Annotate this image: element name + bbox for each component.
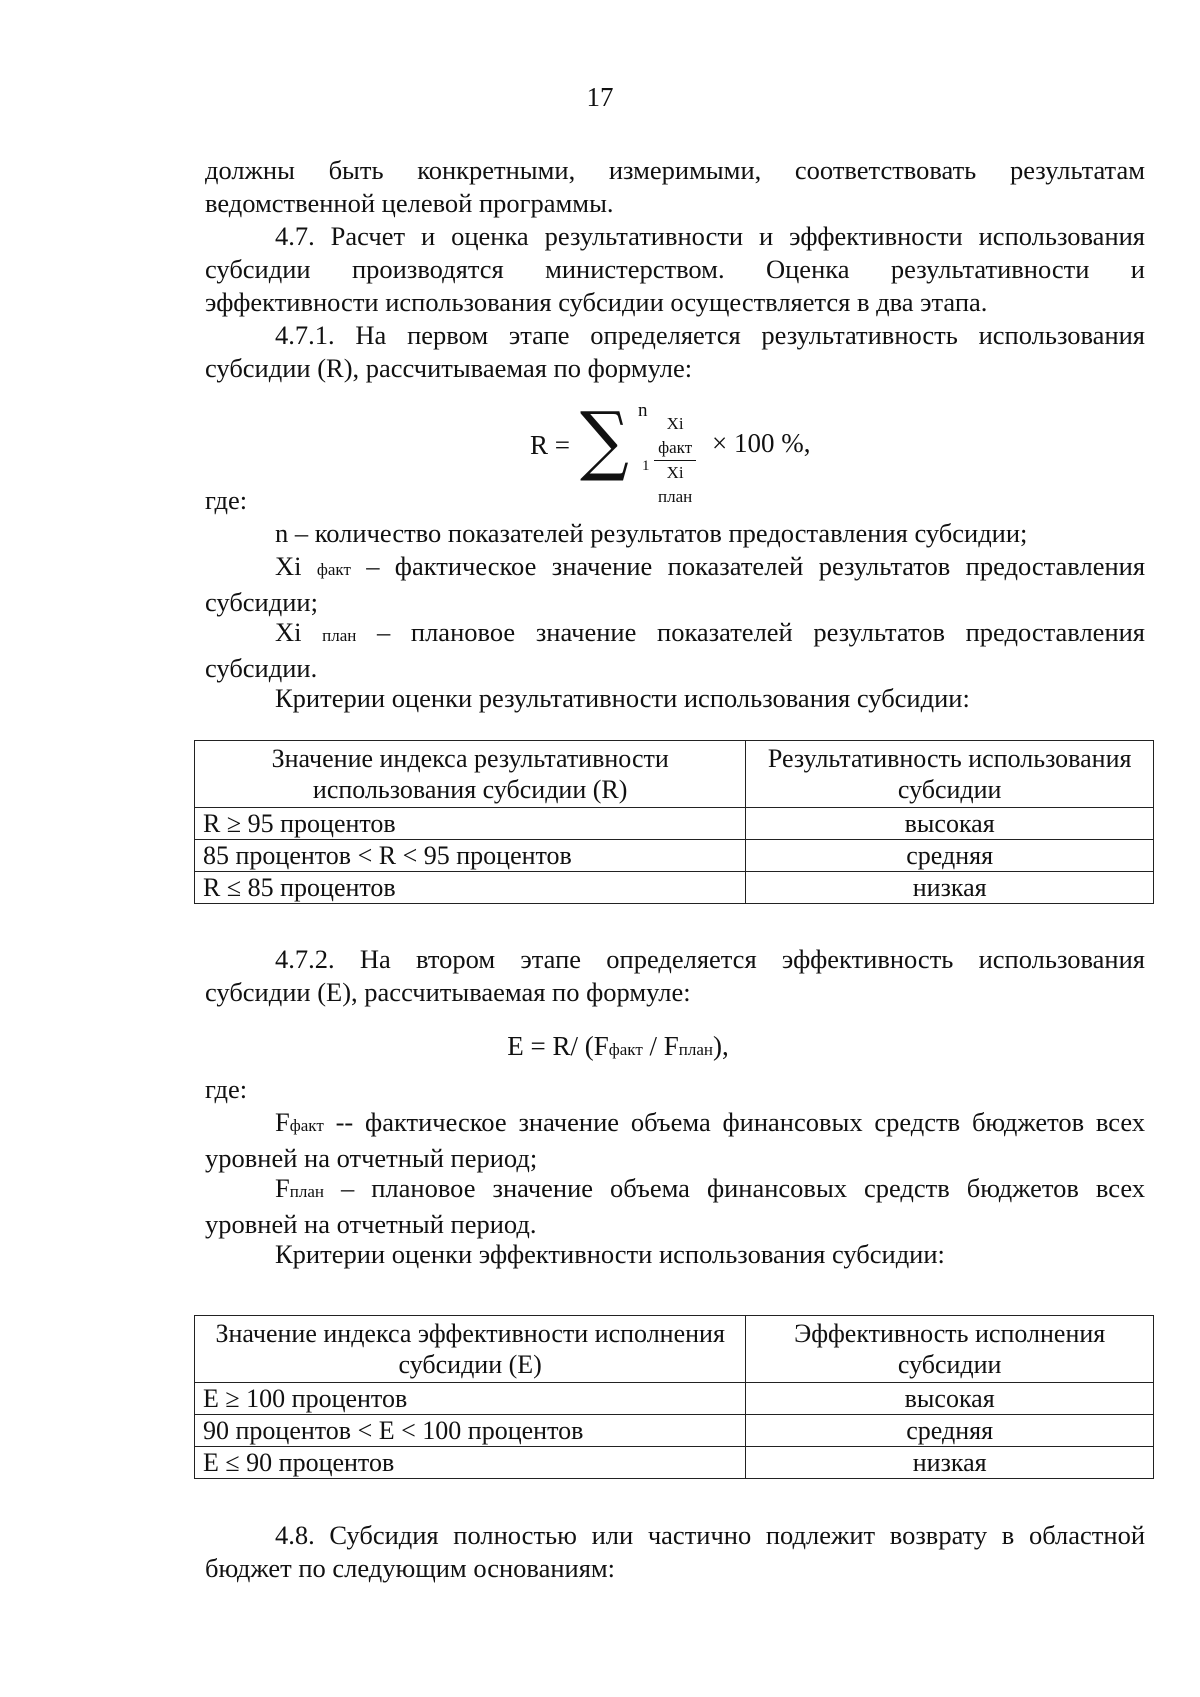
table-cell: низкая <box>746 1447 1154 1479</box>
table-cell: средняя <box>746 1415 1154 1447</box>
definition-xi-plan <box>205 616 1145 685</box>
formula-e-part: E = R/ (F <box>507 1031 609 1061</box>
page-number: 17 <box>586 82 614 112</box>
definition-n: n – количество показателей результатов предоставления субсидии; <box>275 518 1028 548</box>
paragraph-intro: должны быть конкретными, измеримыми, соответствовать результатам ведомственной целевой программы. <box>205 155 1145 218</box>
sigma-upper-limit: n <box>638 400 648 421</box>
table-cell: средняя <box>746 840 1154 872</box>
paragraph-4-7: 4.7. Расчет и оценка результативности и эффективности использования субсидии производятся министерством. Оценка результативности и эффективности использования субсидии осуществляется в два этапа. <box>205 221 1145 317</box>
table-cell: R ≤ 85 процентов <box>195 872 746 904</box>
table-header-cell: Значение индекса эффективности исполнения субсидии (E) <box>195 1316 746 1383</box>
table-row <box>195 1415 1154 1447</box>
formula-e-subscript: план <box>678 1040 714 1059</box>
table-row <box>195 808 1154 840</box>
xi-fact-text: – фактическое значение показателей результатов предоставления субсидии; <box>205 551 1146 617</box>
f-fact-symbol: F <box>275 1107 290 1137</box>
paragraph-4-7-1: 4.7.1. На первом этапе определяется результативность использования субсидии (R), рассчитываемая по формуле: <box>205 320 1145 383</box>
table-cell: низкая <box>746 872 1154 904</box>
f-fact-text: -- фактическое значение объема финансовых средств бюджетов всех уровней на отчетный период; <box>205 1107 1145 1173</box>
table-cell: E ≥ 100 процентов <box>195 1383 746 1415</box>
table-e-criteria <box>194 1315 1154 1479</box>
formula-r-lhs: R = <box>530 430 570 460</box>
xi-fact-subscript: факт <box>316 560 351 579</box>
table-cell: R ≥ 95 процентов <box>195 808 746 840</box>
sigma-symbol: ∑ <box>580 395 629 484</box>
table-cell: высокая <box>746 808 1154 840</box>
definition-xi-fact <box>205 550 1145 619</box>
table-cell: высокая <box>746 1383 1154 1415</box>
table-row <box>195 840 1154 872</box>
f-fact-subscript: факт <box>289 1116 324 1135</box>
f-plan-symbol: F <box>275 1173 290 1203</box>
xi-plan-subscript: план <box>322 626 357 645</box>
paragraph-4-7-2: 4.7.2. На втором этапе определяется эффективность использования субсидии (E), рассчитываемая по формуле: <box>205 944 1145 1007</box>
table-header-row <box>195 1316 1154 1383</box>
fraction-numerator: Xi факт <box>654 412 696 461</box>
table-row <box>195 1447 1154 1479</box>
table-cell: 85 процентов < R < 95 процентов <box>195 840 746 872</box>
table-header-row <box>195 741 1154 808</box>
table-r-criteria <box>194 740 1154 904</box>
criteria-e-title: Критерии оценки эффективности использования субсидии: <box>275 1239 945 1269</box>
table-row <box>195 1383 1154 1415</box>
where-label-1: где: <box>205 485 248 515</box>
paragraph-4-8: 4.8. Субсидия полностью или частично подлежит возврату в областной бюджет по следующим основаниям: <box>205 1520 1145 1583</box>
definition-f-plan <box>205 1172 1145 1241</box>
xi-fact-symbol: Xi <box>275 551 302 581</box>
definition-f-fact <box>205 1106 1145 1175</box>
xi-plan-symbol: Xi <box>275 617 302 647</box>
table-cell: E ≤ 90 процентов <box>195 1447 746 1479</box>
formula-e <box>0 1030 1200 1066</box>
xi-plan-text: – плановое значение показателей результатов предоставления субсидии. <box>205 617 1145 683</box>
sigma-lower-limit: 1 <box>642 458 650 474</box>
table-header-cell: Значение индекса результативности использования субсидии (R) <box>195 741 746 808</box>
formula-e-subscript: факт <box>608 1040 643 1059</box>
table-cell: 90 процентов < E < 100 процентов <box>195 1415 746 1447</box>
table-row <box>195 872 1154 904</box>
table-header-cell: Результативность использования субсидии <box>746 741 1154 808</box>
formula-e-part: / F <box>642 1031 679 1061</box>
f-plan-subscript: план <box>289 1182 324 1201</box>
formula-e-part: ), <box>713 1031 729 1061</box>
fraction-denominator: Xi план <box>658 463 693 506</box>
criteria-r-title: Критерии оценки результативности использования субсидии: <box>275 683 970 713</box>
formula-r-rhs: × 100 %, <box>712 428 811 458</box>
table-header-cell: Эффективность исполнения субсидии <box>746 1316 1154 1383</box>
where-label-2: где: <box>205 1074 248 1104</box>
f-plan-text: – плановое значение объема финансовых средств бюджетов всех уровней на отчетный период. <box>205 1173 1145 1239</box>
